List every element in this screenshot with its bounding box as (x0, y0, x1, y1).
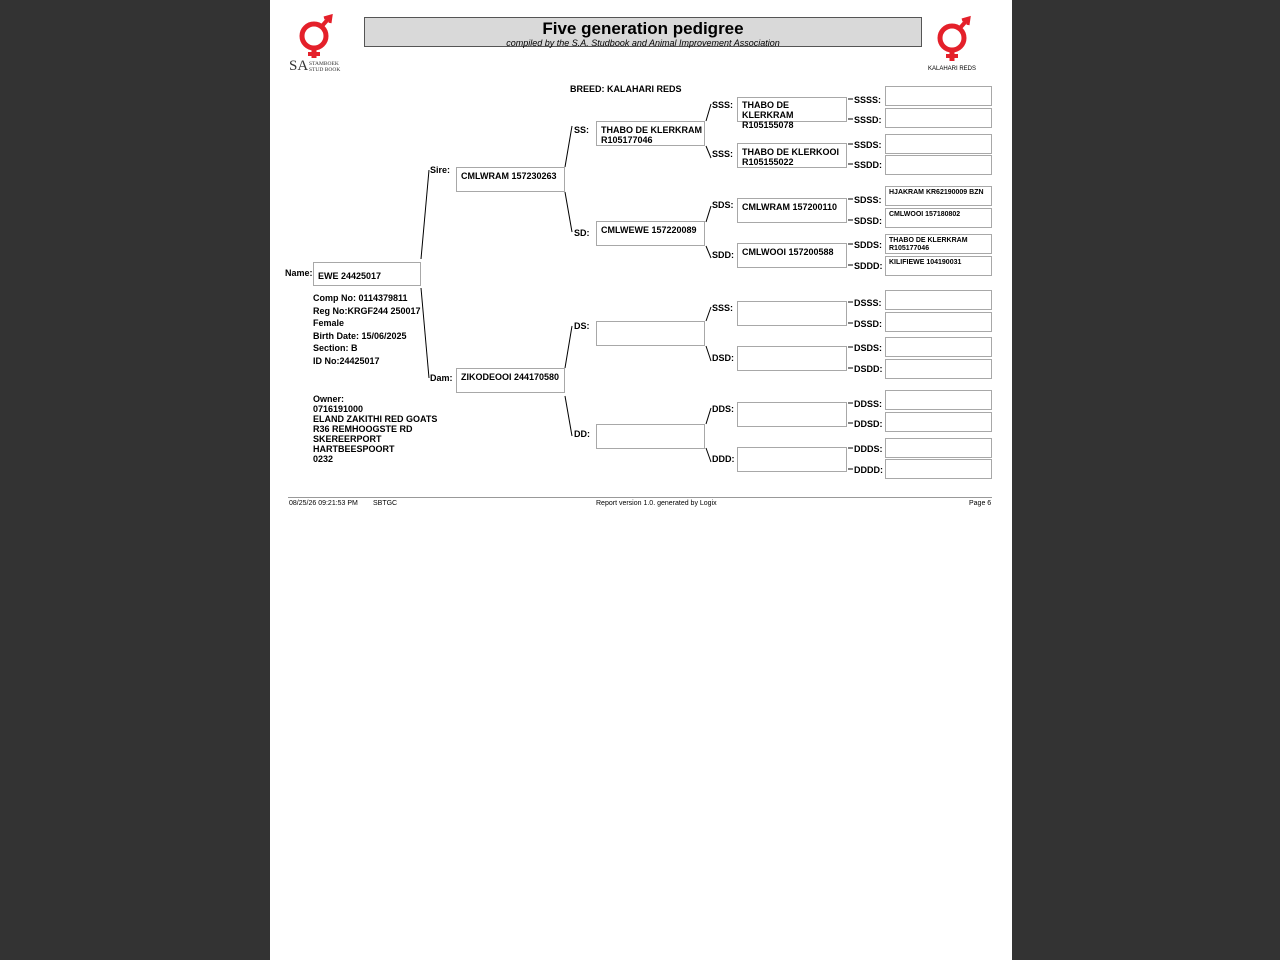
sire-box (456, 167, 565, 192)
logo-studbook-text: STUD BOOK (309, 67, 341, 73)
animal-name-box (313, 262, 421, 286)
dds-label: DDS: (712, 404, 734, 414)
ssdd-label: SSDD: (854, 160, 883, 170)
ssdd-box (885, 155, 992, 175)
sire-label: Sire: (430, 165, 451, 175)
sdsd-label: SDSD: (854, 216, 883, 226)
sdss-name: HJAKRAM KR62190009 BZN (889, 189, 984, 196)
page-title: Five generation pedigree (542, 19, 744, 38)
ss-name: THABO DE KLERKRAM R105177046 (601, 125, 702, 145)
dd-box (596, 424, 705, 449)
ddsd-box (885, 412, 992, 432)
dsdd-label: DSDD: (854, 364, 883, 374)
dam-label: Dam: (430, 373, 453, 383)
dssd-box (885, 312, 992, 332)
name-label: Name: (285, 268, 313, 278)
ds-label: DS: (574, 321, 590, 331)
animal-name: EWE 24425017 (318, 271, 382, 281)
sss-box (737, 97, 847, 130)
sdd-name: CMLWOOI 157200588 (742, 247, 834, 257)
dsdd-box (885, 359, 992, 379)
sssd-box (885, 108, 992, 128)
footer-report-version: Report version 1.0. generated by Logix (596, 500, 717, 507)
page-subtitle: compiled by the S.A. Studbook and Animal Improvement Association (506, 38, 780, 48)
dd-label: DD: (574, 429, 590, 439)
footer-divider (288, 497, 992, 498)
sdss-box (885, 186, 992, 206)
ddd-label: DDD: (712, 454, 735, 464)
dddd-label: DDDD: (854, 465, 883, 475)
sdss-label: SDSS: (854, 195, 882, 205)
owner-address-3: HARTBEESPOORT (313, 444, 395, 454)
footer-page-number: Page 6 (969, 500, 992, 507)
sds-label: SDS: (712, 200, 734, 210)
owner-block (313, 394, 437, 464)
owner-label: Owner: (313, 394, 345, 404)
sdsd-name: CMLWOOI 157180802 (889, 211, 961, 218)
sss-name: THABO DE KLERKRAM R105155078 (742, 100, 794, 130)
sss-label: SSS: (712, 100, 734, 110)
breed-label: BREED: KALAHARI REDS (570, 84, 682, 94)
dsss-box (885, 290, 992, 310)
sdsd-box (885, 208, 992, 228)
dsss-label: DSSS: (854, 298, 882, 308)
ssss-label: SSSS: (854, 95, 882, 105)
sdds-label: SDDS: (854, 240, 883, 250)
owner-name: ELAND ZAKITHI RED GOATS (313, 414, 438, 424)
logo-sa-text: SA (289, 58, 309, 74)
dsd-label: DSD: (712, 353, 734, 363)
sdds-box (885, 234, 992, 254)
dssd-label: DSSD: (854, 319, 883, 329)
sire-name: CMLWRAM 157230263 (461, 171, 557, 181)
ddss-label: DDSS: (854, 399, 883, 409)
ssds-label: SSDS: (854, 140, 882, 150)
dsd-box (737, 346, 847, 371)
ss-label: SS: (574, 125, 590, 135)
footer-timestamp: 08/25/26 09:21:53 PM (289, 500, 358, 507)
sdd-label: SDD: (712, 250, 734, 260)
owner-address-2: SKEREERPORT (313, 434, 382, 444)
ddds-box (885, 438, 992, 458)
ddd-box (737, 447, 847, 472)
dddd-box (885, 459, 992, 479)
dam-box (456, 368, 565, 393)
pedigree-page (270, 0, 1012, 960)
sds-box (737, 198, 847, 223)
dss-box (737, 301, 847, 326)
ddsd-label: DDSD: (854, 419, 883, 429)
logo-kalahari-text: KALAHARI REDS (928, 66, 977, 72)
comp-no: Comp No: 0114379811 (313, 293, 408, 303)
sd-label: SD: (574, 228, 590, 238)
ds-box (596, 321, 705, 346)
sdd-box (737, 243, 847, 268)
dss-label: SSS: (712, 303, 734, 313)
footer-code: SBTGC (373, 500, 398, 507)
dam-name: ZIKODEOOI 244170580 (461, 372, 560, 382)
sddd-name: KILIFIEWE 104190031 (889, 259, 962, 266)
ssd-name: THABO DE KLERKOOI R105155022 (742, 147, 840, 167)
sds-name: CMLWRAM 157200110 (742, 202, 838, 212)
dds-box (737, 402, 847, 427)
ss-box (596, 121, 705, 146)
ssss-box (885, 86, 992, 106)
reg-no: Reg No:KRGF244 250017 (313, 305, 421, 316)
ssd-label: SSS: (712, 149, 734, 159)
ddss-box (885, 390, 992, 410)
dsds-box (885, 337, 992, 357)
sex: Female (313, 318, 345, 328)
dsds-label: DSDS: (854, 343, 883, 353)
section: Section: B (313, 343, 358, 353)
animal-info (313, 292, 421, 367)
ssds-box (885, 134, 992, 154)
sd-box (596, 221, 705, 246)
sddd-label: SDDD: (854, 261, 883, 271)
sd-name: CMLWEWE 157220089 (601, 225, 697, 235)
logo-stamboek-text: STAMBOEK (309, 61, 339, 67)
ssd-box (737, 143, 847, 168)
birth-date: Birth Date: 15/06/2025 (313, 330, 407, 341)
owner-address-1: R36 REMHOOGSTE RD (313, 424, 413, 434)
sdds-name: THABO DE KLERKRAM R105177046 (889, 237, 968, 252)
sddd-box (885, 256, 992, 276)
owner-phone: 0716191000 (313, 404, 364, 414)
owner-postcode: 0232 (313, 454, 334, 464)
id-no: ID No:24425017 (313, 355, 380, 366)
ddds-label: DDDS: (854, 444, 883, 454)
sssd-label: SSSD: (854, 115, 882, 125)
